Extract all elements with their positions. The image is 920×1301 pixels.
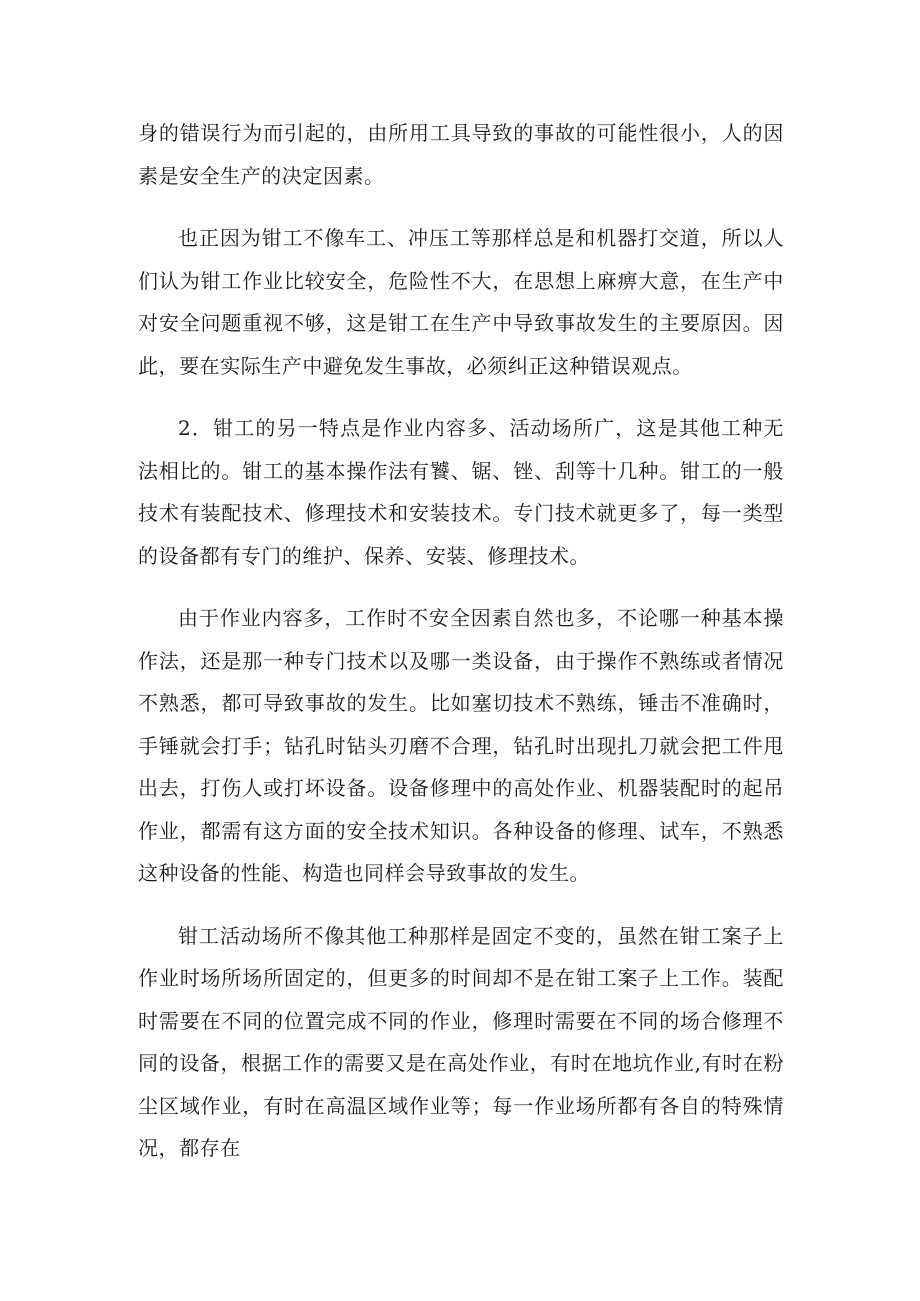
paragraph: 钳工活动场所不像其他工种那样是固定不变的，虽然在钳工案子上作业时场所场所固定的，但更多的时间却不是在钳工案子上工作。装配时需要在不同的位置完成不同的作业，修理时需要在不同的场合修理不同的设备，根据工作的需要又是在高处作业，有时在地坑作业,有时在粉尘区域作业，有时在高温区域作业等；每一作业场所都有各自的特殊情况，都存在	[138, 923, 784, 1160]
paragraph: 由于作业内容多，工作时不安全因素自然也多，不论哪一种基本操作法，还是那一种专门技术以及哪一类设备，由于操作不熟练或者情况不熟悉，都可导致事故的发生。比如塞切技术不熟练，锤击不准确时，手锤就会打手；钻孔时钻头刃磨不合理，钻孔时出现扎刀就会把工件甩出去，打伤人或打坏设备。设备修理中的高处作业、机器装配时的起吊作业，都需有这方面的安全技术知识。各种设备的修理、试车，不熟悉这种设备的性能、构造也同样会导致事故的发生。	[138, 606, 784, 885]
paragraph: 也正因为钳工不像车工、冲压工等那样总是和机器打交道，所以人们认为钳工作业比较安全，危险性不大，在思想上麻痹大意，在生产中对安全问题重视不够，这是钳工在生产中导致事故发生的主要原因。因此，要在实际生产中避免发生事故，必须纠正这种错误观点。	[138, 226, 784, 378]
document-page	[138, 112, 784, 1190]
paragraph-continued: 身的错误行为而引起的，由所用工具导致的事故的可能性很小，人的因素是安全生产的决定因素。	[138, 121, 784, 188]
paragraph: 2．钳工的另一特点是作业内容多、活动场所广，这是其他工种无法相比的。钳工的基本操作法有饕、锯、锉、刮等十几种。钳工的一般技术有装配技术、修理技术和安装技术。专门技术就更多了，每一类型的设备都有专门的维护、保养、安装、修理技术。	[138, 416, 784, 568]
